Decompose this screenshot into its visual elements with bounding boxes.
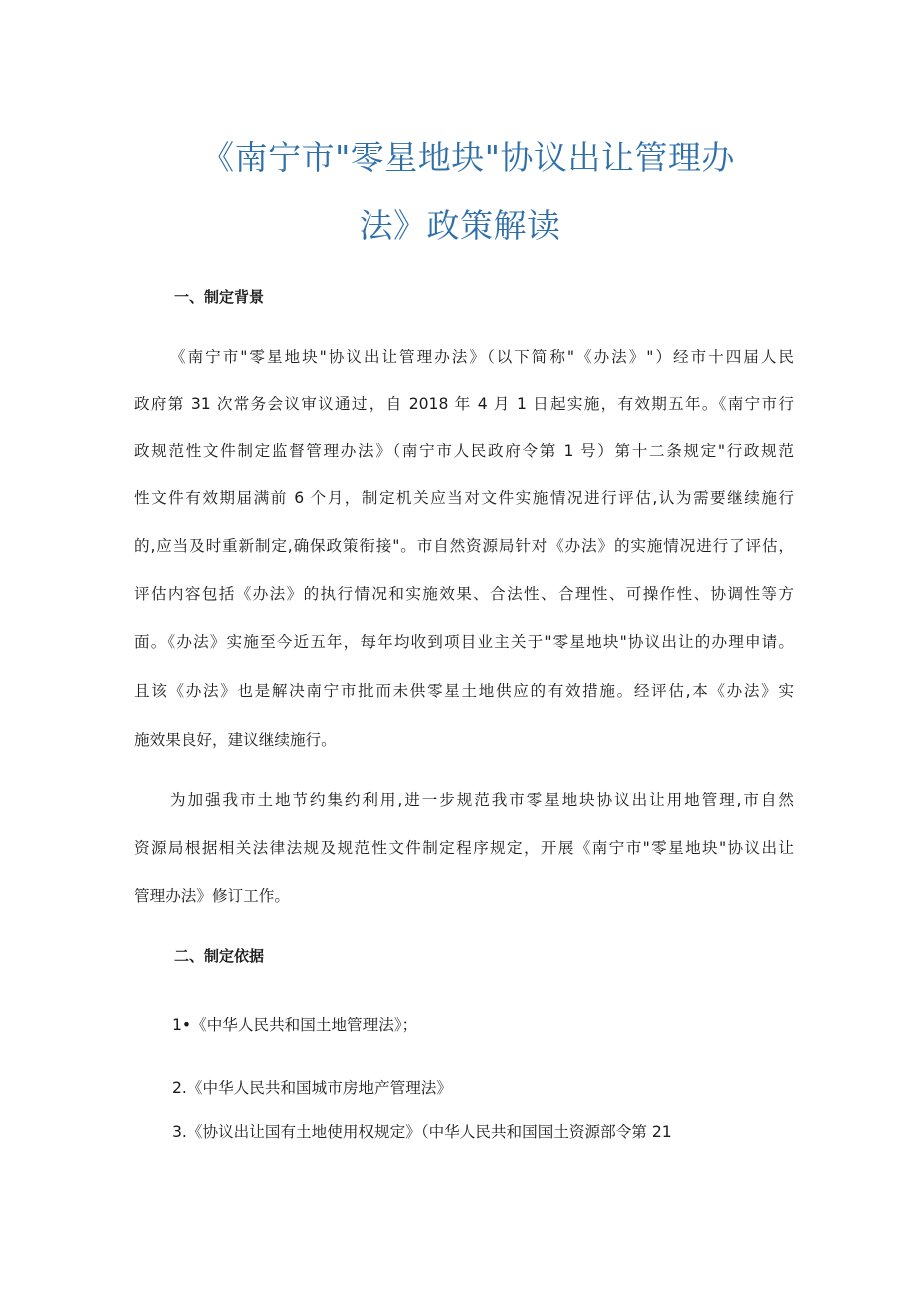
section-2-heading: 二、制定依据 [174, 947, 265, 965]
basis-item-3: 3.《协议出让国有土地使用权规定》（中华人民共和国国土资源部令第 21 [172, 1123, 672, 1141]
para-2-line-2: 资源局根据相关法律法规及规范性文件制定程序规定，开展《南宁市"零星地块"协议出让 [134, 839, 794, 857]
para-2-line-1: 为加强我市土地节约集约利用,进一步规范我市零星地块协议出让用地管理,市自然 [170, 791, 794, 809]
para-1-line-3: 政规范性文件制定监督管理办法》（南宁市人民政府令第 1 号）第十二条规定"行政规范 [134, 442, 794, 460]
para-1-line-8: 且该《办法》也是解决南宁市批而未供零星土地供应的有效措施。经评估,本《办法》实 [134, 682, 794, 700]
document-title-line-1: 《南宁市"零星地块"协议出让管理办 [201, 138, 735, 177]
basis-item-1: 1•《中华人民共和国土地管理法》； [172, 1016, 418, 1034]
para-1-line-7: 面。《办法》实施至今近五年，每年均收到项目业主关于"零星地块"协议出让的办理申请。 [134, 633, 794, 651]
document-title-line-2: 法》政策解读 [359, 206, 561, 245]
para-1-line-1: 《南宁市"零星地块"协议出让管理办法》（以下简称"《办法》"）经市十四届人民 [170, 348, 794, 366]
para-2-line-3: 管理办法》修订工作。 [134, 887, 290, 905]
para-1-line-9: 施效果良好，建议继续施行。 [134, 731, 337, 749]
basis-item-2: 2.《中华人民共和国城市房地产管理法》 [172, 1079, 452, 1097]
para-1-line-2: 政府第 31 次常务会议审议通过，自 2018 年 4 月 1 日起实施，有效期五年。《南宁市行 [134, 395, 794, 413]
para-1-line-6: 评估内容包括《办法》的执行情况和实施效果、合法性、合理性、可操作性、协调性等方 [134, 585, 794, 603]
para-1-line-5: 的,应当及时重新制定,确保政策衔接"。市自然资源局针对《办法》的实施情况进行了评估， [134, 537, 794, 555]
section-1-heading: 一、制定背景 [174, 288, 265, 306]
para-1-line-4: 性文件有效期届满前 6 个月，制定机关应当对文件实施情况进行评估,认为需要继续施行 [134, 489, 794, 507]
